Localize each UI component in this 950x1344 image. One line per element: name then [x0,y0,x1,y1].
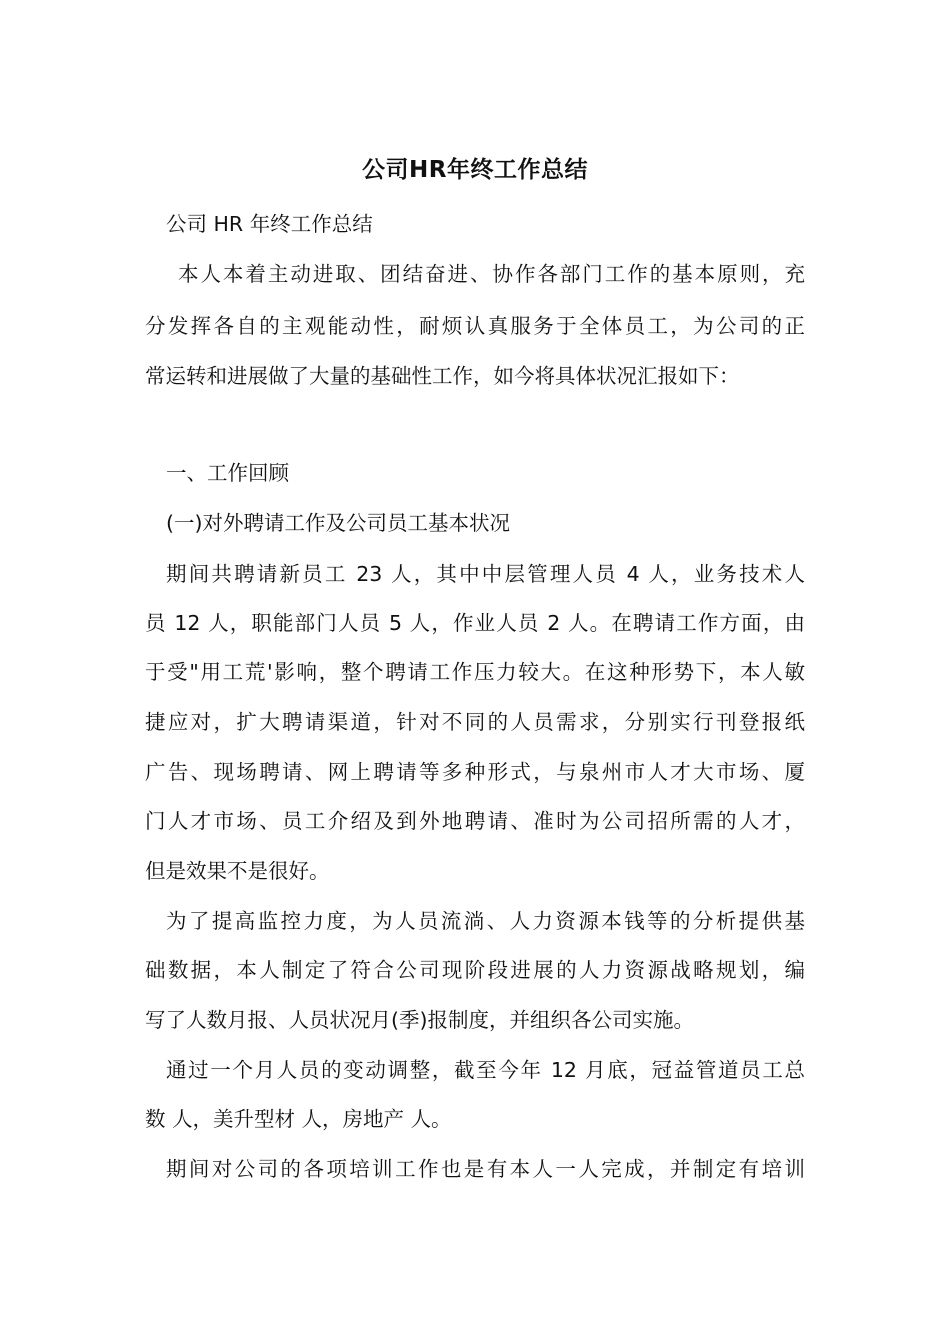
document-title: 公司HR年终工作总结 [362,157,588,183]
paragraph-line: 数 人，美升型材 人，房地产 人。 [145,1107,452,1131]
paragraph-line: 常运转和进展做了大量的基础性工作，如今将具体状况汇报如下： [145,364,740,388]
paragraph-line: 写了人数月报、人员状况月(季)报制度，并组织各公司实施。 [145,1008,694,1032]
paragraph-line: 分发挥各自的主观能动性，耐烦认真服务于全体员工，为公司的正 [145,314,805,338]
paragraph-line: 期间对公司的各项培训工作也是有本人一人完成，并制定有培训 [166,1157,805,1181]
subsection-heading: (一)对外聘请工作及公司员工基本状况 [166,511,510,535]
section-heading: 一、工作回顾 [166,461,289,485]
paragraph-line: 门人才市场、员工介绍及到外地聘请、准时为公司招所需的人才， [145,809,805,833]
paragraph-line: 但是效果不是很好。 [145,859,330,883]
paragraph-line: 为了提高监控力度，为人员流淌、人力资源本钱等的分析提供基 [166,909,805,933]
paragraph-line: 广告、现场聘请、网上聘请等多种形式，与泉州市人才大市场、厦 [145,760,805,784]
paragraph-line: 础数据，本人制定了符合公司现阶段进展的人力资源战略规划，编 [145,958,805,982]
paragraph-line: 捷应对，扩大聘请渠道，针对不同的人员需求，分别实行刊登报纸 [145,710,805,734]
subtitle-line: 公司 HR 年终工作总结 [166,212,373,236]
paragraph-line: 于受"用工荒'影响，整个聘请工作压力较大。在这种形势下，本人敏 [145,660,805,684]
paragraph-line: 员 12 人，职能部门人员 5 人，作业人员 2 人。在聘请工作方面，由 [145,611,805,635]
paragraph-line: 本人本着主动进取、团结奋进、协作各部门工作的基本原则，充 [178,262,805,286]
paragraph-line: 期间共聘请新员工 23 人，其中中层管理人员 4 人，业务技术人 [166,562,805,586]
paragraph-line: 通过一个月人员的变动调整，截至今年 12 月底，冠益管道员工总 [166,1058,805,1082]
